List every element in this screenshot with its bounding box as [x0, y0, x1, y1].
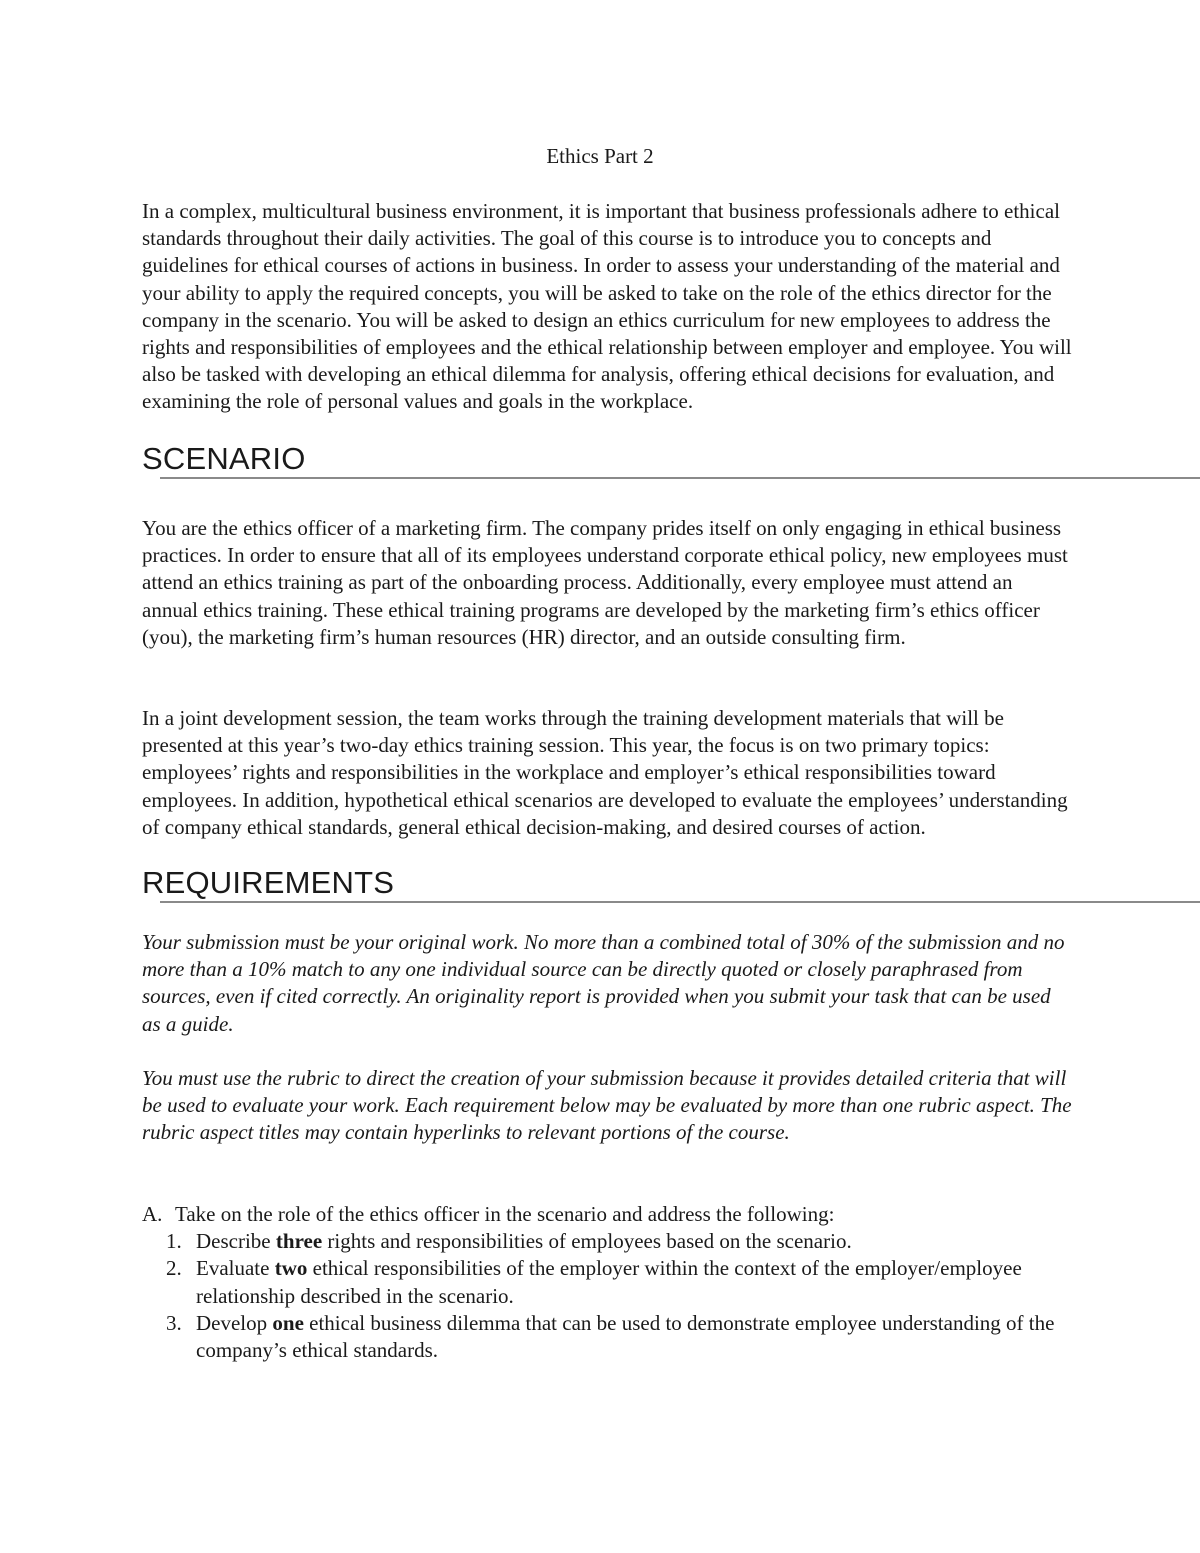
list-item-marker: 1. — [166, 1229, 182, 1254]
list-item-text-after: ethical responsibilities of the employer within the context of the employer/employee relationship described in the scenario. — [196, 1256, 1022, 1308]
requirements-heading: REQUIREMENTS — [142, 865, 395, 900]
list-item-text-after: ethical business dilemma that can be used to demonstrate employee understanding of the company’s ethical standards. — [196, 1310, 1055, 1363]
list-item-marker: 2. — [166, 1256, 182, 1281]
originality-note: Your submission must be your original work. No more than a combined total of 30% of the submission and no more than a 10% match to any one individual source can be directly quoted or closely paraphrased from sources, even if cited correctly. An originality report is provided when you submit your task that can be used as a guide. — [142, 930, 1065, 1036]
requirement-a-text: Take on the role of the ethics officer in the scenario and address the following: — [175, 1202, 835, 1226]
requirements-divider — [160, 901, 1200, 903]
list-item-text-before: Develop — [196, 1310, 273, 1335]
list-item — [142, 1255, 1072, 1309]
list-item-text — [196, 1310, 1072, 1364]
list-item-text-before: Evaluate — [196, 1256, 275, 1281]
list-item — [142, 1310, 1072, 1364]
list-item-text — [196, 1228, 852, 1255]
list-item-text-before: Describe — [196, 1229, 276, 1254]
intro-paragraph: In a complex, multicultural business environment, it is important that business professionals adhere to ethical standards throughout their daily activities. The goal of this course is to introduce you to concepts and guidelines for ethical courses of actions in business. In order to assess your understanding of the material and your ability to apply the required concepts, you will be asked to take on the role of the ethics director for the company in the scenario. You will be asked to design an ethics curriculum for new employees to address the rights and responsibilities of employees and the ethical relationship between employer and employee. You will also be tasked with developing an ethical dilemma for analysis, offering ethical decisions for evaluation, and examining the role of personal values and goals in the workplace. — [142, 199, 1072, 414]
requirement-a-header — [142, 1201, 1072, 1228]
scenario-heading: SCENARIO — [142, 441, 306, 476]
requirement-a — [142, 1201, 1072, 1364]
rubric-note: You must use the rubric to direct the creation of your submission because it provides detailed criteria that will be used to evaluate your work. Each requirement below may be evaluated by more than one rubric aspect. The rubric aspect titles may contain hyperlinks to relevant portions of the course. — [142, 1066, 1072, 1145]
list-item-text — [196, 1255, 1072, 1309]
document-title: Ethics Part 2 — [546, 144, 654, 168]
requirement-a-marker: A. — [142, 1202, 163, 1226]
scenario-paragraph-1: You are the ethics officer of a marketing firm. The company prides itself on only engaging in ethical business practices. In order to ensure that all of its employees understand corporate ethical policy, new employees must attend an ethics training as part of the onboarding process. Additionally, every employee must attend an annual ethics training. These ethical training programs are developed by the marketing firm’s ethics officer (you), the marketing firm’s human resources (HR) director, and an outside consulting firm. — [142, 516, 1068, 649]
list-item — [142, 1228, 1072, 1255]
scenario-divider — [160, 477, 1200, 479]
list-item-emphasis: three — [275, 1229, 323, 1254]
scenario-paragraph-2: In a joint development session, the team works through the training development materials that will be presented at this year’s two-day ethics training session. This year, the focus is on two primary topics: employees’ rights and responsibilities in the workplace and employer’s ethical responsibilities toward employees. In addition, hypothetical ethical scenarios are developed to evaluate the employees’ understanding of company ethical standards, general ethical decision-making, and desired courses of action. — [142, 706, 1068, 839]
list-item-emphasis: one — [272, 1310, 304, 1335]
requirement-a-sublist — [142, 1228, 1072, 1364]
list-item-emphasis: two — [274, 1256, 308, 1281]
list-item-text-after: rights and responsibilities of employees based on the scenario. — [322, 1229, 852, 1254]
list-item-marker: 3. — [166, 1310, 182, 1335]
